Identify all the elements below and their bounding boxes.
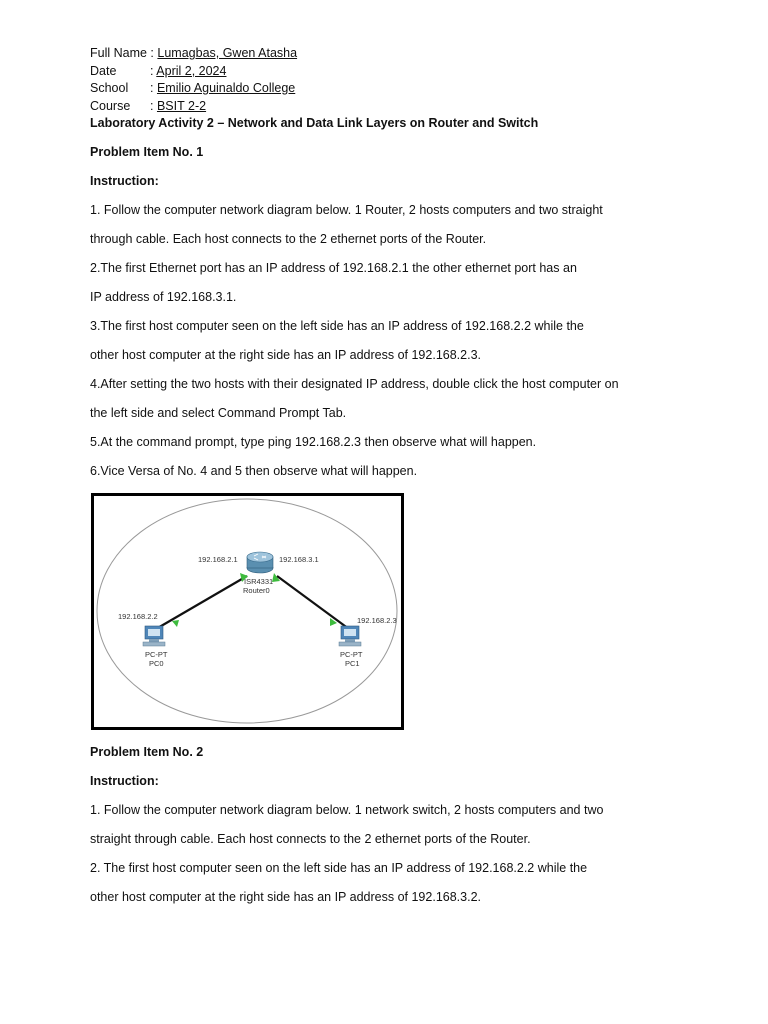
problem1-line: the left side and select Command Prompt Tab.: [90, 405, 347, 420]
school-separator: :: [150, 81, 154, 95]
problem1-line: 4.After setting the two hosts with their designated IP address, double click the host computer on: [90, 376, 619, 391]
network-ellipse: [97, 499, 397, 723]
school-row: [90, 80, 710, 98]
router-ip-left-label: 192.168.2.1: [198, 555, 238, 564]
router-model-label: ISR4331: [244, 577, 274, 586]
problem1-line: 3.The first host computer seen on the left side has an IP address of 192.168.2.2 while the: [90, 318, 584, 333]
full-name-label: Full Name :: [90, 46, 154, 60]
link-dot-pc0: [172, 620, 179, 627]
date-separator: :: [150, 63, 154, 78]
pc0-ip-label: 192.168.2.2: [118, 612, 158, 621]
pc1-name-label: PC1: [345, 659, 360, 668]
date-row: [90, 63, 710, 81]
activity-title: Laboratory Activity 2 – Network and Data Link Layers on Router and Switch: [90, 116, 539, 130]
course-value: BSIT 2-2: [156, 98, 207, 113]
cable-right: [277, 576, 349, 629]
problem2-line: 2. The first host computer seen on the left side has an IP address of 192.168.2.2 while the: [90, 861, 588, 875]
pc1-type-label: PC-PT: [340, 650, 363, 659]
problem1-line: 5.At the command prompt, type ping 192.168.2.3 then observe what will happen.: [90, 434, 537, 449]
problem1-line: other host computer at the right side has an IP address of 192.168.2.3.: [90, 347, 481, 362]
problem2-heading: Problem Item No. 2: [90, 745, 204, 759]
problem1-instruction-label: Instruction:: [90, 173, 159, 188]
pc1-icon: [339, 626, 361, 646]
cable-left: [156, 576, 247, 629]
problem1-line: through cable. Each host connects to the 2 ethernet ports of the Router.: [90, 231, 487, 246]
problem2-line: straight through cable. Each host connects to the 2 ethernet ports of the Router.: [90, 832, 531, 846]
pc0-name-label: PC0: [149, 659, 164, 668]
full-name-value: Lumagbas, Gwen Atasha: [157, 46, 298, 60]
school-value: Emilio Aguinaldo College: [156, 81, 296, 95]
problem2-instruction-label: Instruction:: [90, 774, 159, 788]
problem1-heading: Problem Item No. 1: [90, 144, 204, 159]
router-name-label: Router0: [243, 586, 270, 595]
date-value: April 2, 2024: [156, 63, 227, 78]
problem2-line: 1. Follow the computer network diagram below. 1 network switch, 2 hosts computers and two: [90, 803, 604, 817]
course-row: [90, 98, 710, 116]
problem2-line: other host computer at the right side has an IP address of 192.168.3.2.: [90, 890, 481, 904]
problem1-line: 1. Follow the computer network diagram below. 1 Router, 2 hosts computers and two straight: [90, 202, 603, 217]
pc0-icon: [143, 626, 165, 646]
network-diagram: [91, 493, 404, 730]
full-name-row: [90, 45, 710, 63]
course-separator: :: [150, 98, 154, 113]
router-ip-right-label: 192.168.3.1: [279, 555, 319, 564]
problem1-line: IP address of 192.168.3.1.: [90, 289, 237, 304]
pc0-type-label: PC-PT: [145, 650, 168, 659]
course-label: Course: [90, 98, 131, 113]
problem1-line: 2.The first Ethernet port has an IP address of 192.168.2.1 the other ethernet port has an: [90, 260, 577, 275]
network-diagram-svg: [94, 496, 401, 727]
document-page: [90, 45, 710, 486]
router-icon: [247, 552, 273, 573]
problem1-line: 6.Vice Versa of No. 4 and 5 then observe what will happen.: [90, 463, 418, 478]
school-label: School: [90, 81, 129, 95]
problem2-section: [90, 738, 710, 912]
date-label: Date: [90, 63, 117, 78]
pc1-ip-label: 192.168.2.3: [357, 616, 397, 625]
